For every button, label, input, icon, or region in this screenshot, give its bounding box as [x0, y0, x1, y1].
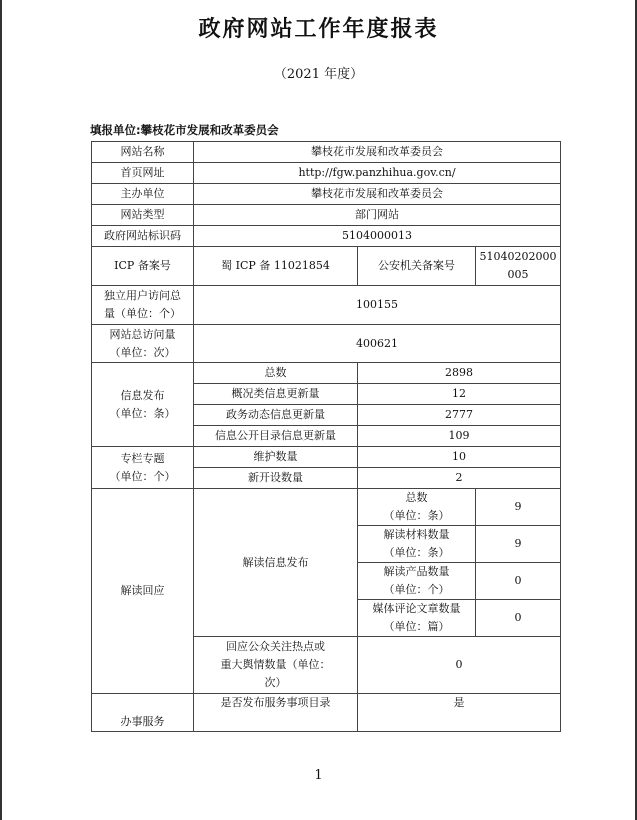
hotspot-label-line3: 次） [264, 676, 287, 689]
table-row [92, 363, 561, 384]
report-title: 政府网站工作年度报表 [198, 17, 439, 42]
interp-total-value: 9 [476, 489, 561, 526]
total-visits-label-line1: 网站总访问量 [109, 327, 176, 341]
service-catalog-label: 是否发布服务事项目录 [194, 694, 358, 732]
table-row [92, 142, 561, 163]
total-visits-value: 400621 [194, 325, 561, 363]
homepage-label: 首页网址 [92, 163, 194, 184]
interp-media-value: 0 [476, 600, 561, 637]
report-table [91, 141, 561, 732]
service-catalog-value: 是 [358, 694, 561, 732]
icp-label: ICP 备案号 [92, 247, 194, 286]
site-name-value: 攀枝花市发展和改革委员会 [194, 142, 561, 163]
interp-media-label [358, 600, 476, 637]
unique-visitors-value: 100155 [194, 286, 561, 325]
interp-product-label-line2: （单位：个） [383, 583, 450, 596]
icp-value: 蜀 ICP 备 11021854 [194, 247, 358, 286]
info-overview-label: 概况类信息更新量 [194, 384, 358, 405]
total-visits-label [92, 325, 194, 363]
interp-product-label-line1: 解读产品数量 [383, 565, 450, 578]
sponsor-value: 攀枝花市发展和改革委员会 [194, 184, 561, 205]
page-left-border [0, 0, 2, 820]
report-year: （2021 年度） [273, 67, 364, 82]
info-news-label: 政务动态信息更新量 [194, 405, 358, 426]
table-row [92, 447, 561, 468]
interpretation-publish-label: 解读信息发布 [194, 489, 358, 637]
hotspot-label-line1: 回应公众关注热点或 [226, 640, 325, 653]
columns-label-line1: 专栏专题 [120, 451, 165, 465]
unique-visitors-label [92, 286, 194, 325]
site-type-label: 网站类型 [92, 205, 194, 226]
interp-product-label [358, 563, 476, 600]
info-overview-value: 12 [358, 384, 561, 405]
table-row [92, 247, 561, 286]
columns-label-line2: （单位：个） [109, 469, 176, 483]
interp-product-value: 0 [476, 563, 561, 600]
interp-material-value: 9 [476, 526, 561, 563]
info-catalog-value: 109 [358, 426, 561, 447]
site-name-label: 网站名称 [92, 142, 194, 163]
site-code-value: 5104000013 [194, 226, 561, 247]
homepage-value: http://fgw.panzhihua.gov.cn/ [194, 163, 561, 184]
info-publish-label [92, 363, 194, 447]
sponsor-label: 主办单位 [92, 184, 194, 205]
hotspot-label-line2: 重大舆情数量（单位： [220, 658, 331, 671]
interp-total-label-line1: 总数 [405, 491, 428, 504]
info-news-value: 2777 [358, 405, 561, 426]
columns-maintain-label: 维护数量 [194, 447, 358, 468]
table-row [92, 205, 561, 226]
info-total-label: 总数 [194, 363, 358, 384]
police-record-value [476, 247, 561, 286]
site-code-label: 政府网站标识码 [92, 226, 194, 247]
columns-label [92, 447, 194, 489]
columns-new-value: 2 [358, 468, 561, 489]
interp-material-label-line1: 解读材料数量 [383, 528, 450, 541]
police-record-label: 公安机关备案号 [358, 247, 476, 286]
table-row [92, 286, 561, 325]
hotspot-value: 0 [358, 637, 561, 694]
unique-visitors-label-line1: 独立用户访问总 [104, 289, 181, 302]
interp-total-label-line2: （单位：条） [383, 509, 450, 522]
columns-maintain-value: 10 [358, 447, 561, 468]
site-type-value: 部门网站 [194, 205, 561, 226]
info-publish-label-line1: 信息发布 [120, 388, 165, 402]
unique-visitors-label-line2: 量（单位：个） [104, 307, 181, 320]
police-record-line2: 005 [507, 268, 529, 281]
info-publish-label-line2: （单位：条） [109, 406, 176, 420]
info-total-value: 2898 [358, 363, 561, 384]
table-row [92, 163, 561, 184]
interp-material-label [358, 526, 476, 563]
info-catalog-label: 信息公开目录信息更新量 [194, 426, 358, 447]
table-row [92, 489, 561, 526]
interpretation-label: 解读回应 [92, 489, 194, 694]
interp-material-label-line2: （单位：条） [383, 546, 450, 559]
service-label: 办事服务 [92, 694, 194, 732]
table-row [92, 325, 561, 363]
interp-total-label [358, 489, 476, 526]
interp-media-label-line2: （单位：篇） [383, 620, 450, 633]
page-number: 1 [314, 768, 323, 783]
table-row [92, 694, 561, 732]
interp-media-label-line1: 媒体评论文章数量 [372, 602, 461, 615]
total-visits-label-line2: （单位：次） [109, 345, 176, 359]
hotspot-label [194, 637, 358, 694]
table-row [92, 226, 561, 247]
filling-unit: 填报单位:攀枝花市发展和改革委员会 [90, 123, 279, 137]
table-row [92, 184, 561, 205]
columns-new-label: 新开设数量 [194, 468, 358, 489]
police-record-line1: 51040202000 [479, 250, 557, 263]
